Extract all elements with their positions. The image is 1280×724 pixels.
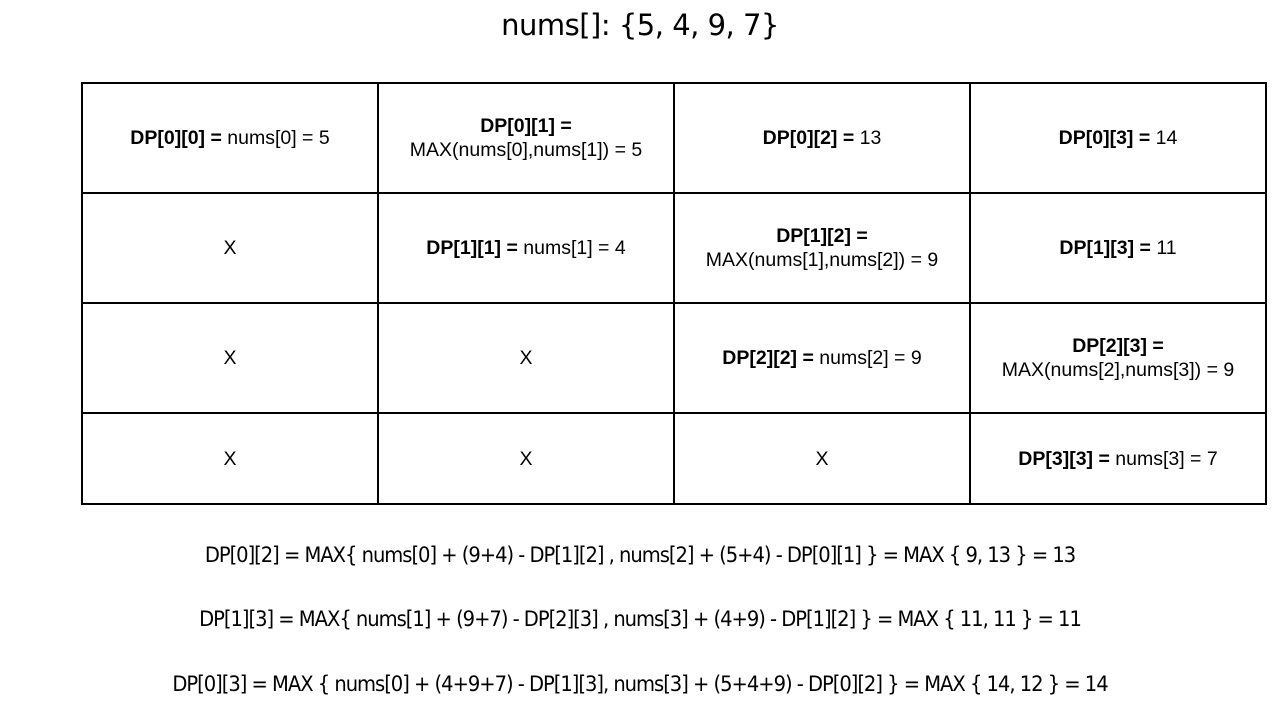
cell-label: DP[1][3] = — [1059, 237, 1151, 259]
cell-value: X — [223, 347, 237, 369]
dp-cell-2-0 — [82, 303, 378, 413]
cell-value: nums[2] = 9 — [813, 347, 922, 369]
cell-value: nums[0] = 5 — [221, 127, 330, 149]
cell-value: MAX(nums[2],nums[3]) = 9 — [1001, 359, 1235, 381]
dp-cell-2-3 — [970, 303, 1266, 413]
cell-label: DP[3][3] = — [1018, 447, 1110, 470]
dp-cell-0-2 — [674, 83, 970, 193]
dp-cell-3-2 — [674, 413, 970, 504]
formula-dp-0-3: DP[0][3] = MAX { nums[0] + (4+9+7) - DP[1][3], nums[3] + (5+4+9) - DP[0][2] } = MAX { 14, 12 } = 14 — [172, 672, 1108, 696]
cell-value: nums[1] = 4 — [517, 237, 626, 259]
dp-table — [81, 82, 1267, 505]
table-row — [82, 413, 1266, 504]
dp-cell-3-0 — [82, 413, 378, 504]
cell-label: DP[0][3] = — [1058, 127, 1151, 149]
cell-value: nums[3] = 7 — [1109, 447, 1218, 470]
dp-cell-0-0 — [82, 83, 378, 193]
cell-value: X — [223, 237, 237, 259]
dp-cell-2-2 — [674, 303, 970, 413]
dp-cell-1-1 — [378, 193, 674, 303]
cell-label: DP[1][1] = — [426, 237, 518, 259]
table-row — [82, 303, 1266, 413]
cell-value: MAX(nums[1],nums[2]) = 9 — [705, 249, 939, 271]
cell-label: DP[1][2] = — [776, 225, 868, 247]
formula-dp-0-2: DP[0][2] = MAX{ nums[0] + (9+4) - DP[1][2] , nums[2] + (5+4) - DP[0][1] } = MAX { 9, 13 } = 13 — [204, 543, 1076, 567]
cell-value: X — [519, 447, 533, 470]
cell-label: DP[0][2] = — [762, 127, 855, 149]
nums-title: nums[]: {5, 4, 9, 7} — [501, 8, 779, 42]
dp-cell-2-1 — [378, 303, 674, 413]
dp-cell-0-3 — [970, 83, 1266, 193]
dp-cell-3-1 — [378, 413, 674, 504]
dp-cell-0-1 — [378, 83, 674, 193]
table-row — [82, 193, 1266, 303]
cell-value: 11 — [1150, 237, 1177, 259]
cell-value: 14 — [1150, 127, 1178, 149]
cell-value: X — [223, 447, 237, 470]
cell-label: DP[0][1] = — [480, 115, 572, 137]
cell-value: 13 — [854, 127, 882, 149]
cell-value: X — [519, 347, 533, 369]
table-row — [82, 83, 1266, 193]
cell-label: DP[2][3] = — [1072, 335, 1164, 357]
dp-cell-3-3 — [970, 413, 1266, 504]
cell-value: MAX(nums[0],nums[1]) = 5 — [409, 139, 643, 161]
dp-cell-1-2 — [674, 193, 970, 303]
cell-label: DP[0][0] = — [130, 127, 222, 149]
cell-label: DP[2][2] = — [722, 347, 814, 369]
dp-cell-1-0 — [82, 193, 378, 303]
dp-cell-1-3 — [970, 193, 1266, 303]
formula-dp-1-3: DP[1][3] = MAX{ nums[1] + (9+7) - DP[2][3] , nums[3] + (4+9) - DP[1][2] } = MAX { 11, 11 } = 11 — [199, 607, 1081, 631]
cell-value: X — [815, 447, 829, 470]
